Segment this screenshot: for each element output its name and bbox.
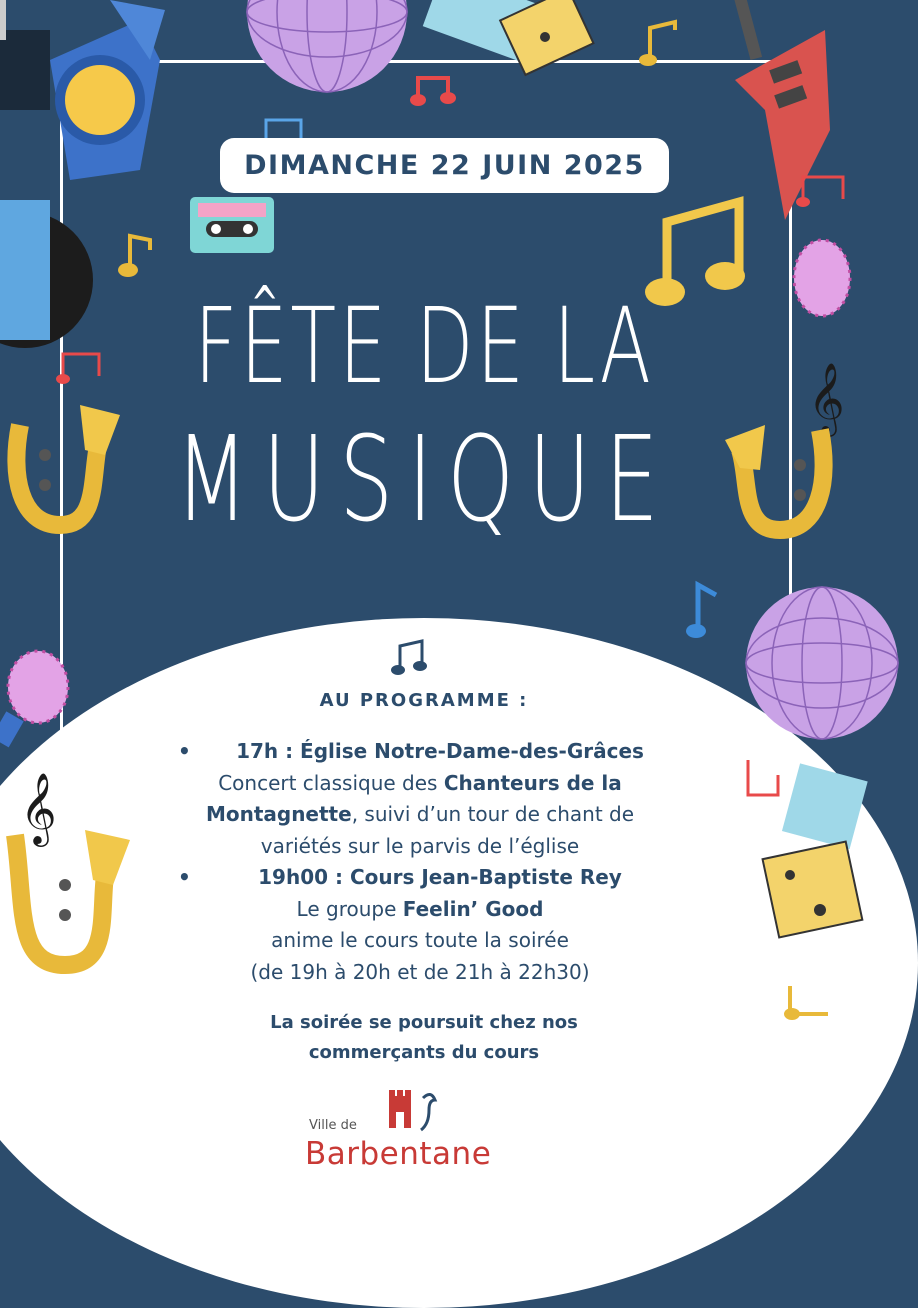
program-item-2-title: 19h00 : Cours Jean-Baptiste Rey [258,865,622,889]
disco-ball-icon [245,0,410,95]
music-note-icon [684,575,724,645]
spotlight-icon [0,0,190,200]
bullet: • [178,865,191,889]
vinyl-record-icon [0,200,100,350]
program-item-1-line-2 [150,799,690,831]
program-heading: AU PROGRAMME : [319,690,529,711]
svg-text:𝄞: 𝄞 [20,771,57,844]
logo-town-name: Barbentane [305,1136,492,1172]
program-item-1-heading [150,736,690,768]
bullet: • [178,739,191,763]
cassette-icon [188,195,276,257]
program-item-2-line-3: (de 19h à 20h et de 21h à 22h30) [250,959,590,984]
text-segment: Concert classique des [218,770,444,795]
performer-name: Feelin’ Good [402,896,544,921]
maracas-icon [790,238,848,323]
logo-prefix: Ville de [309,1118,357,1133]
castle-tower-icon [387,1090,443,1140]
program-list [150,736,690,988]
program-item-1-title: 17h : Église Notre-Dame-des-Grâces [236,739,644,763]
closing-line-1: La soirée se poursuit chez nos [270,1012,578,1033]
town-logo [305,1090,525,1180]
title-line-1: FÊTE DE LA [194,285,654,407]
text-segment: Le groupe [296,896,403,921]
disco-ball-icon [742,588,848,738]
music-note-icon [638,18,688,68]
program-item-2-line-2: anime le cours toute la soirée [271,928,569,952]
closing-line-2: commerçants du cours [308,1042,540,1063]
guitar-pedal-icon [760,770,848,940]
music-note-icon [795,168,848,208]
saxophone-icon [0,815,135,985]
text-segment: , suivi d’un tour de chant de [351,802,635,826]
music-note-icon [55,345,105,385]
music-note-icon [116,228,161,278]
saxophone-icon [720,410,848,545]
date-badge: DIMANCHE 22 JUIN 2025 [220,138,669,193]
program-item-1-line-3: variétés sur le parvis de l’église [260,833,580,858]
saxophone-icon [0,395,125,540]
program-item-2-heading [150,862,690,894]
title-line-2: MUSIQUE [174,410,674,548]
music-note-icon [410,70,470,110]
performer-name: Montagnette [205,802,352,826]
closing-text [0,1008,848,1068]
program-item-1-line-1 [150,768,690,800]
performer-name: Chanteurs de la [443,770,622,795]
program-item-2-line-1 [150,894,690,926]
music-note-icon [390,638,430,678]
svg-text:𝄞: 𝄞 [808,361,845,434]
